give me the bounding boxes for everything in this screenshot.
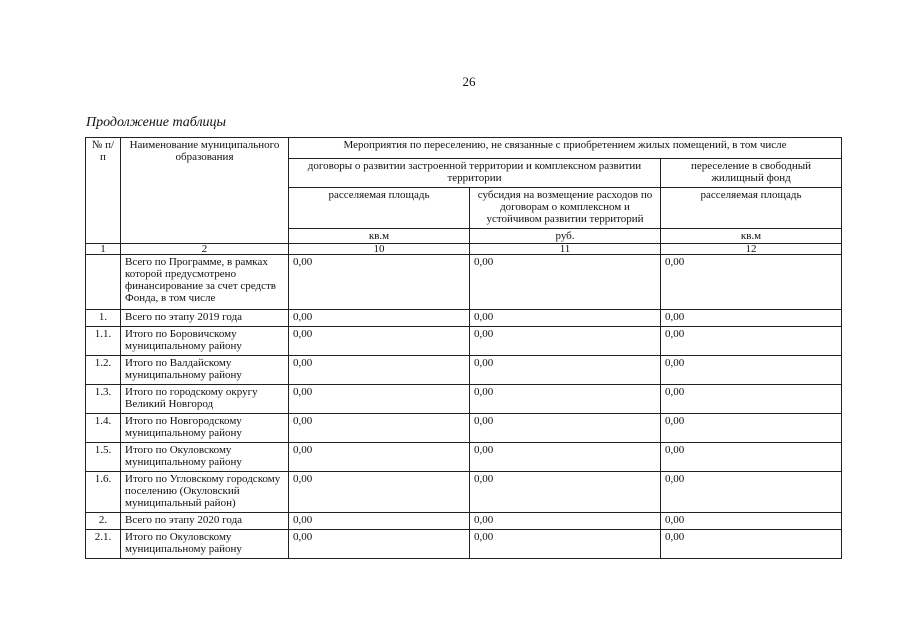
row-no	[86, 255, 121, 310]
row-value-col12: 0,00	[661, 356, 842, 385]
row-name: Итого по Окуловскому муниципальному району	[121, 530, 289, 559]
continuation-label: Продолжение таблицы	[86, 115, 227, 130]
row-value-col12: 0,00	[661, 327, 842, 356]
row-no: 2.1.	[86, 530, 121, 559]
row-value-col11: 0,00	[470, 310, 661, 327]
row-value-col10: 0,00	[289, 385, 470, 414]
row-value-col10: 0,00	[289, 255, 470, 310]
row-value-col12: 0,00	[661, 472, 842, 513]
table-row	[86, 356, 842, 385]
table-row	[86, 443, 842, 472]
row-no: 1.4.	[86, 414, 121, 443]
row-value-col11: 0,00	[470, 472, 661, 513]
header-contracts: договоры о развитии застроенной территории и комплексном развитии территории	[289, 159, 661, 188]
row-value-col10: 0,00	[289, 513, 470, 530]
table-row	[86, 530, 842, 559]
row-value-col11: 0,00	[470, 530, 661, 559]
resettlement-table	[85, 137, 842, 559]
row-name: Итого по Валдайскому муниципальному району	[121, 356, 289, 385]
table-row	[86, 414, 842, 443]
header-col12: расселяемая площадь	[661, 188, 842, 229]
row-value-col10: 0,00	[289, 310, 470, 327]
row-value-col11: 0,00	[470, 356, 661, 385]
row-name: Итого по городскому округу Великий Новгород	[121, 385, 289, 414]
row-value-col10: 0,00	[289, 414, 470, 443]
unit-col10: кв.м	[289, 229, 470, 244]
row-value-col12: 0,00	[661, 385, 842, 414]
row-value-col10: 0,00	[289, 443, 470, 472]
row-no: 1.6.	[86, 472, 121, 513]
row-name: Всего по этапу 2019 года	[121, 310, 289, 327]
table-row	[86, 310, 842, 327]
row-name: Всего по этапу 2020 года	[121, 513, 289, 530]
row-value-col11: 0,00	[470, 385, 661, 414]
row-value-col10: 0,00	[289, 472, 470, 513]
row-value-col12: 0,00	[661, 255, 842, 310]
row-value-col11: 0,00	[470, 255, 661, 310]
row-value-col12: 0,00	[661, 513, 842, 530]
row-value-col11: 0,00	[470, 414, 661, 443]
row-value-col12: 0,00	[661, 310, 842, 327]
row-no: 1.	[86, 310, 121, 327]
table-row	[86, 513, 842, 530]
row-name: Итого по Новгородскому муниципальному району	[121, 414, 289, 443]
table-row	[86, 472, 842, 513]
colnum-11: 11	[470, 244, 661, 255]
row-value-col10: 0,00	[289, 327, 470, 356]
colnum-1: 1	[86, 244, 121, 255]
row-value-col11: 0,00	[470, 443, 661, 472]
row-name: Итого по Окуловскому муниципальному району	[121, 443, 289, 472]
row-name: Итого по Боровичскому муниципальному району	[121, 327, 289, 356]
row-no: 2.	[86, 513, 121, 530]
row-value-col11: 0,00	[470, 513, 661, 530]
table-row	[86, 385, 842, 414]
row-value-col11: 0,00	[470, 327, 661, 356]
row-value-col10: 0,00	[289, 356, 470, 385]
row-name: Итого по Угловскому городскому поселению (Окуловский муниципальный район)	[121, 472, 289, 513]
row-no: 1.3.	[86, 385, 121, 414]
page-number: 26	[462, 74, 476, 89]
row-no: 1.2.	[86, 356, 121, 385]
row-no: 1.5.	[86, 443, 121, 472]
header-no: № п/п	[86, 138, 121, 244]
header-col11: субсидия на возмещение расходов по договорам о комплексном и устойчивом развитии территорий	[470, 188, 661, 229]
header-name: Наименование муниципального образования	[121, 138, 289, 244]
colnum-10: 10	[289, 244, 470, 255]
table-row	[86, 255, 842, 310]
unit-col11: руб.	[470, 229, 661, 244]
unit-col12: кв.м	[661, 229, 842, 244]
colnum-12: 12	[661, 244, 842, 255]
table-row	[86, 327, 842, 356]
row-value-col12: 0,00	[661, 414, 842, 443]
row-name: Всего по Программе, в рамках которой предусмотрено финансирование за счет средств Фонда, в том числе	[121, 255, 289, 310]
row-value-col12: 0,00	[661, 530, 842, 559]
header-free-fund: переселение в свободный жилищный фонд	[661, 159, 842, 188]
row-value-col10: 0,00	[289, 530, 470, 559]
header-group-title: Мероприятия по переселению, не связанные с приобретением жилых помещений, в том числе	[289, 138, 842, 159]
header-col10: расселяемая площадь	[289, 188, 470, 229]
colnum-2: 2	[121, 244, 289, 255]
row-value-col12: 0,00	[661, 443, 842, 472]
row-no: 1.1.	[86, 327, 121, 356]
